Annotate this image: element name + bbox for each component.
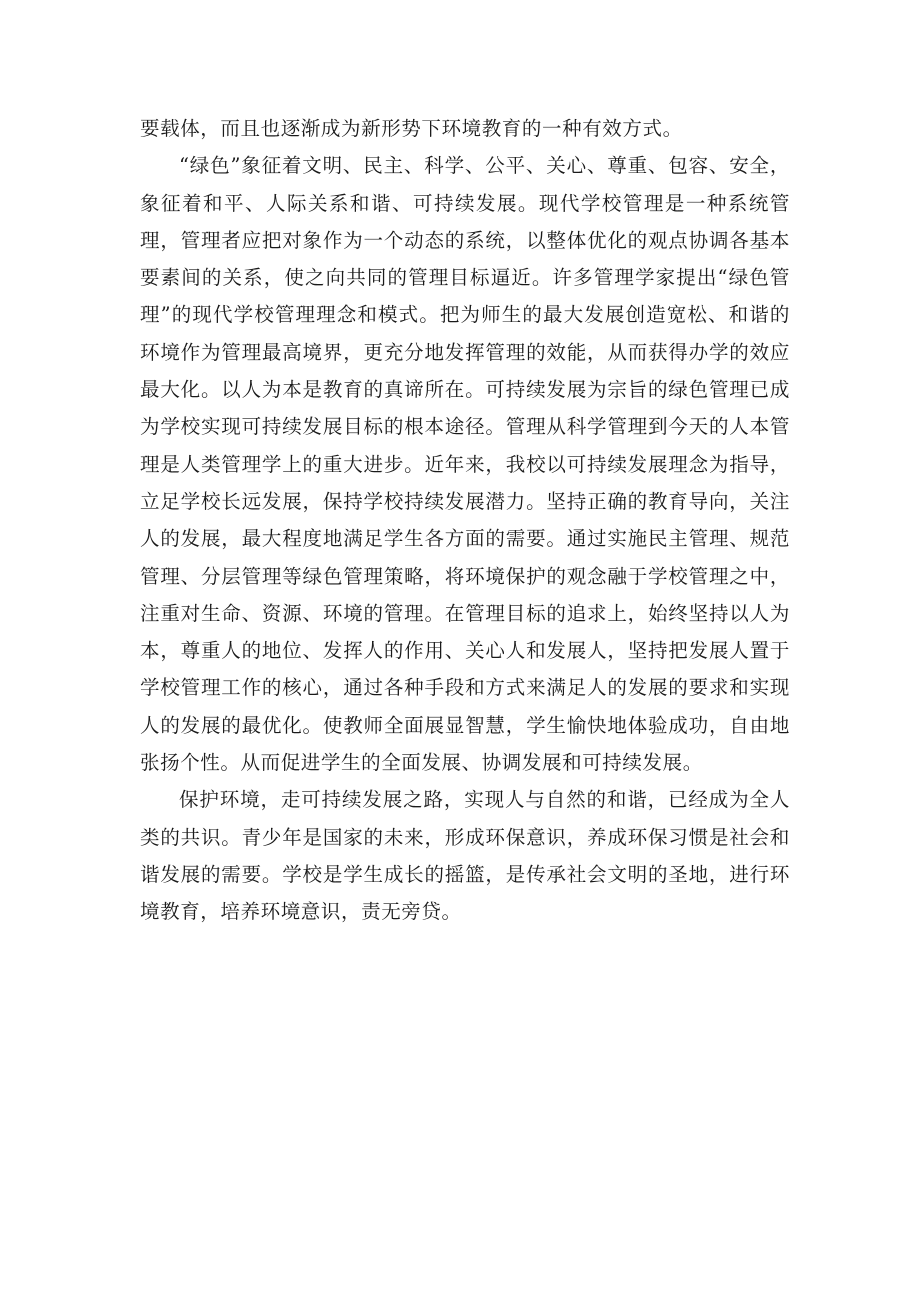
paragraph-continuation: 要载体，而且也逐渐成为新形势下环境教育的一种有效方式。 [140,117,683,140]
paragraph-green-management: “绿色”象征着文明、民主、科学、公平、关心、尊重、包容、安全，象征着和平、人际关系和谐、可持续发展。现代学校管理是一种系统管理，管理者应把对象作为一个动态的系统，以整体优化的观点协调各基本要素间的关系，使之向共同的管理目标逼近。许多管理学家提出“绿色管理”的现代学校管理理念和模式。把为师生的最大发展创造宽松、和谐的环境作为管理最高境界，更充分地发挥管理的效能，从而获得办学的效应最大化。以人为本是教育的真谛所在。可持续发展为宗旨的绿色管理已成为学校实现可持续发展目标的根本途径。管理从科学管理到今天的人本管理是人类管理学上的重大进步。近年来，我校以可持续发展理念为指导，立足学校长远发展，保持学校持续发展潜力。坚持正确的教育导向，关注人的发展，最大程度地满足学生各方面的需要。通过实施民主管理、规范管理、分层管理等绿色管理策略，将环境保护的观念融于学校管理之中，注重对生命、资源、环境的管理。在管理目标的追求上，始终坚持以人为本，尊重人的地位、发挥人的作用、关心人和发展人，坚持把发展人置于学校管理工作的核心，通过各种手段和方式来满足人的发展的要求和实现人的发展的最优化。使教师全面展显智慧，学生愉快地体验成功，自由地张扬个性。从而促进学生的全面发展、协调发展和可持续发展。 [140,154,790,775]
paragraph-environmental-protection: 保护环境，走可持续发展之路，实现人与自然的和谐，已经成为全人类的共识。青少年是国家的未来，形成环保意识，养成环保习惯是社会和谐发展的需要。学校是学生成长的摇篮，是传承社会文明的圣地，进行环境教育，培养环境意识，责无旁贷。 [140,788,790,924]
document-page [140,110,790,931]
